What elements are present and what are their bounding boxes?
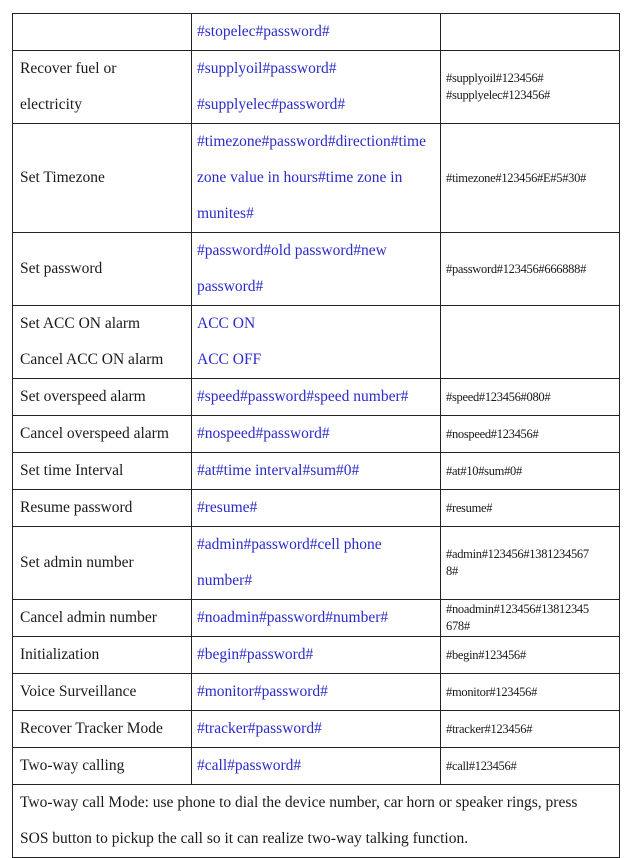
function-cell — [13, 748, 192, 785]
command-text: #monitor#password# — [197, 683, 328, 700]
example-text: 678# — [446, 619, 470, 633]
example-cell — [441, 306, 620, 379]
command-cell — [192, 527, 441, 600]
example-text: #monitor#123456# — [446, 684, 538, 699]
table-row — [13, 527, 620, 600]
example-text: #noadmin#123456#13812345 — [446, 602, 589, 616]
function-cell — [13, 711, 192, 748]
command-cell — [192, 379, 441, 416]
command-text: #tracker#password# — [197, 720, 322, 737]
function-label: Cancel overspeed alarm — [20, 425, 169, 442]
table-row — [13, 600, 620, 637]
function-cell — [13, 637, 192, 674]
table-row — [13, 674, 620, 711]
command-text: #resume# — [197, 499, 258, 516]
command-text: #admin#password#cell phone — [197, 536, 382, 553]
example-text: #speed#123456#080# — [446, 389, 551, 404]
command-text: ACC ON — [197, 315, 256, 332]
example-cell — [441, 233, 620, 306]
function-label: Set overspeed alarm — [20, 388, 146, 405]
function-label: Set ACC ON alarm — [20, 315, 141, 332]
example-text: #at#10#sum#0# — [446, 463, 522, 478]
example-text: 8# — [446, 564, 458, 578]
function-label: Set time Interval — [20, 462, 124, 479]
command-cell — [192, 14, 441, 51]
example-cell — [441, 453, 620, 490]
command-text: zone value in hours#time zone in — [197, 169, 403, 186]
function-cell — [13, 51, 192, 124]
command-text: ACC OFF — [197, 351, 262, 368]
function-cell — [13, 379, 192, 416]
command-text: #call#password# — [197, 757, 302, 774]
two-way-call-note — [13, 785, 620, 858]
function-cell — [13, 233, 192, 306]
function-label: Recover Tracker Mode — [20, 720, 163, 737]
function-label: Initialization — [20, 646, 100, 663]
example-cell — [441, 674, 620, 711]
example-text: #call#123456# — [446, 758, 517, 773]
command-text: #supplyelec#password# — [197, 96, 346, 113]
command-text: #begin#password# — [197, 646, 314, 663]
command-text: #supplyoil#password# — [197, 60, 337, 77]
note-line: Two-way call Mode: use phone to dial the device number, car horn or speaker rings, press — [20, 794, 578, 811]
command-text: #at#time interval#sum#0# — [197, 462, 360, 479]
command-cell — [192, 674, 441, 711]
example-text: #password#123456#666888# — [446, 261, 587, 276]
note-line: SOS button to pickup the call so it can realize two-way talking function. — [20, 830, 469, 847]
command-text: #timezone#password#direction#time — [197, 133, 426, 150]
table-row — [13, 453, 620, 490]
command-cell — [192, 51, 441, 124]
command-text: #speed#password#speed number# — [197, 388, 409, 405]
example-text: #tracker#123456# — [446, 721, 533, 736]
command-text: #stopelec#password# — [197, 23, 330, 40]
example-cell — [441, 637, 620, 674]
example-cell — [441, 711, 620, 748]
function-label: Voice Surveillance — [20, 683, 137, 700]
function-label: Set password — [20, 260, 103, 277]
example-cell — [441, 527, 620, 600]
example-text: #timezone#123456#E#5#30# — [446, 170, 586, 185]
table-row — [13, 637, 620, 674]
example-text: #begin#123456# — [446, 647, 526, 662]
command-text: number# — [197, 572, 253, 589]
example-text: #supplyoil#123456# — [446, 71, 544, 85]
command-cell — [192, 600, 441, 637]
table-row — [13, 748, 620, 785]
function-label: Set Timezone — [20, 169, 105, 186]
table-row — [13, 233, 620, 306]
example-cell — [441, 416, 620, 453]
example-text: #nospeed#123456# — [446, 426, 539, 441]
table-row — [13, 51, 620, 124]
command-cell — [192, 233, 441, 306]
function-label: Cancel admin number — [20, 609, 157, 626]
function-cell — [13, 527, 192, 600]
command-cell — [192, 748, 441, 785]
command-text: #noadmin#password#number# — [197, 609, 389, 626]
example-cell — [441, 51, 620, 124]
example-cell — [441, 124, 620, 233]
function-cell — [13, 14, 192, 51]
command-text: #nospeed#password# — [197, 425, 330, 442]
command-cell — [192, 637, 441, 674]
table-row — [13, 14, 620, 51]
command-text: password# — [197, 278, 264, 295]
function-cell — [13, 416, 192, 453]
example-cell — [441, 379, 620, 416]
function-cell — [13, 453, 192, 490]
function-cell — [13, 600, 192, 637]
command-cell — [192, 490, 441, 527]
table-row — [13, 490, 620, 527]
function-label: Recover fuel or — [20, 60, 117, 77]
function-label: Cancel ACC ON alarm — [20, 351, 164, 368]
example-cell — [441, 14, 620, 51]
table-row — [13, 306, 620, 379]
table-row — [13, 379, 620, 416]
example-cell — [441, 748, 620, 785]
command-cell — [192, 306, 441, 379]
table-row — [13, 124, 620, 233]
command-cell — [192, 416, 441, 453]
function-cell — [13, 490, 192, 527]
example-cell — [441, 490, 620, 527]
function-label: electricity — [20, 96, 82, 113]
note-row — [13, 785, 620, 858]
sms-command-table — [12, 13, 620, 858]
command-cell — [192, 453, 441, 490]
table-row — [13, 416, 620, 453]
command-cell — [192, 124, 441, 233]
function-label: Resume password — [20, 499, 133, 516]
example-cell — [441, 600, 620, 637]
function-cell — [13, 124, 192, 233]
function-cell — [13, 674, 192, 711]
table-row — [13, 711, 620, 748]
command-text: munites# — [197, 205, 254, 222]
command-cell — [192, 711, 441, 748]
example-text: #admin#123456#1381234567 — [446, 547, 589, 561]
function-cell — [13, 306, 192, 379]
command-text: #password#old password#new — [197, 242, 387, 259]
function-label: Set admin number — [20, 554, 134, 571]
function-label: Two-way calling — [20, 757, 125, 774]
example-text: #resume# — [446, 500, 493, 515]
example-text: #supplyelec#123456# — [446, 88, 551, 102]
